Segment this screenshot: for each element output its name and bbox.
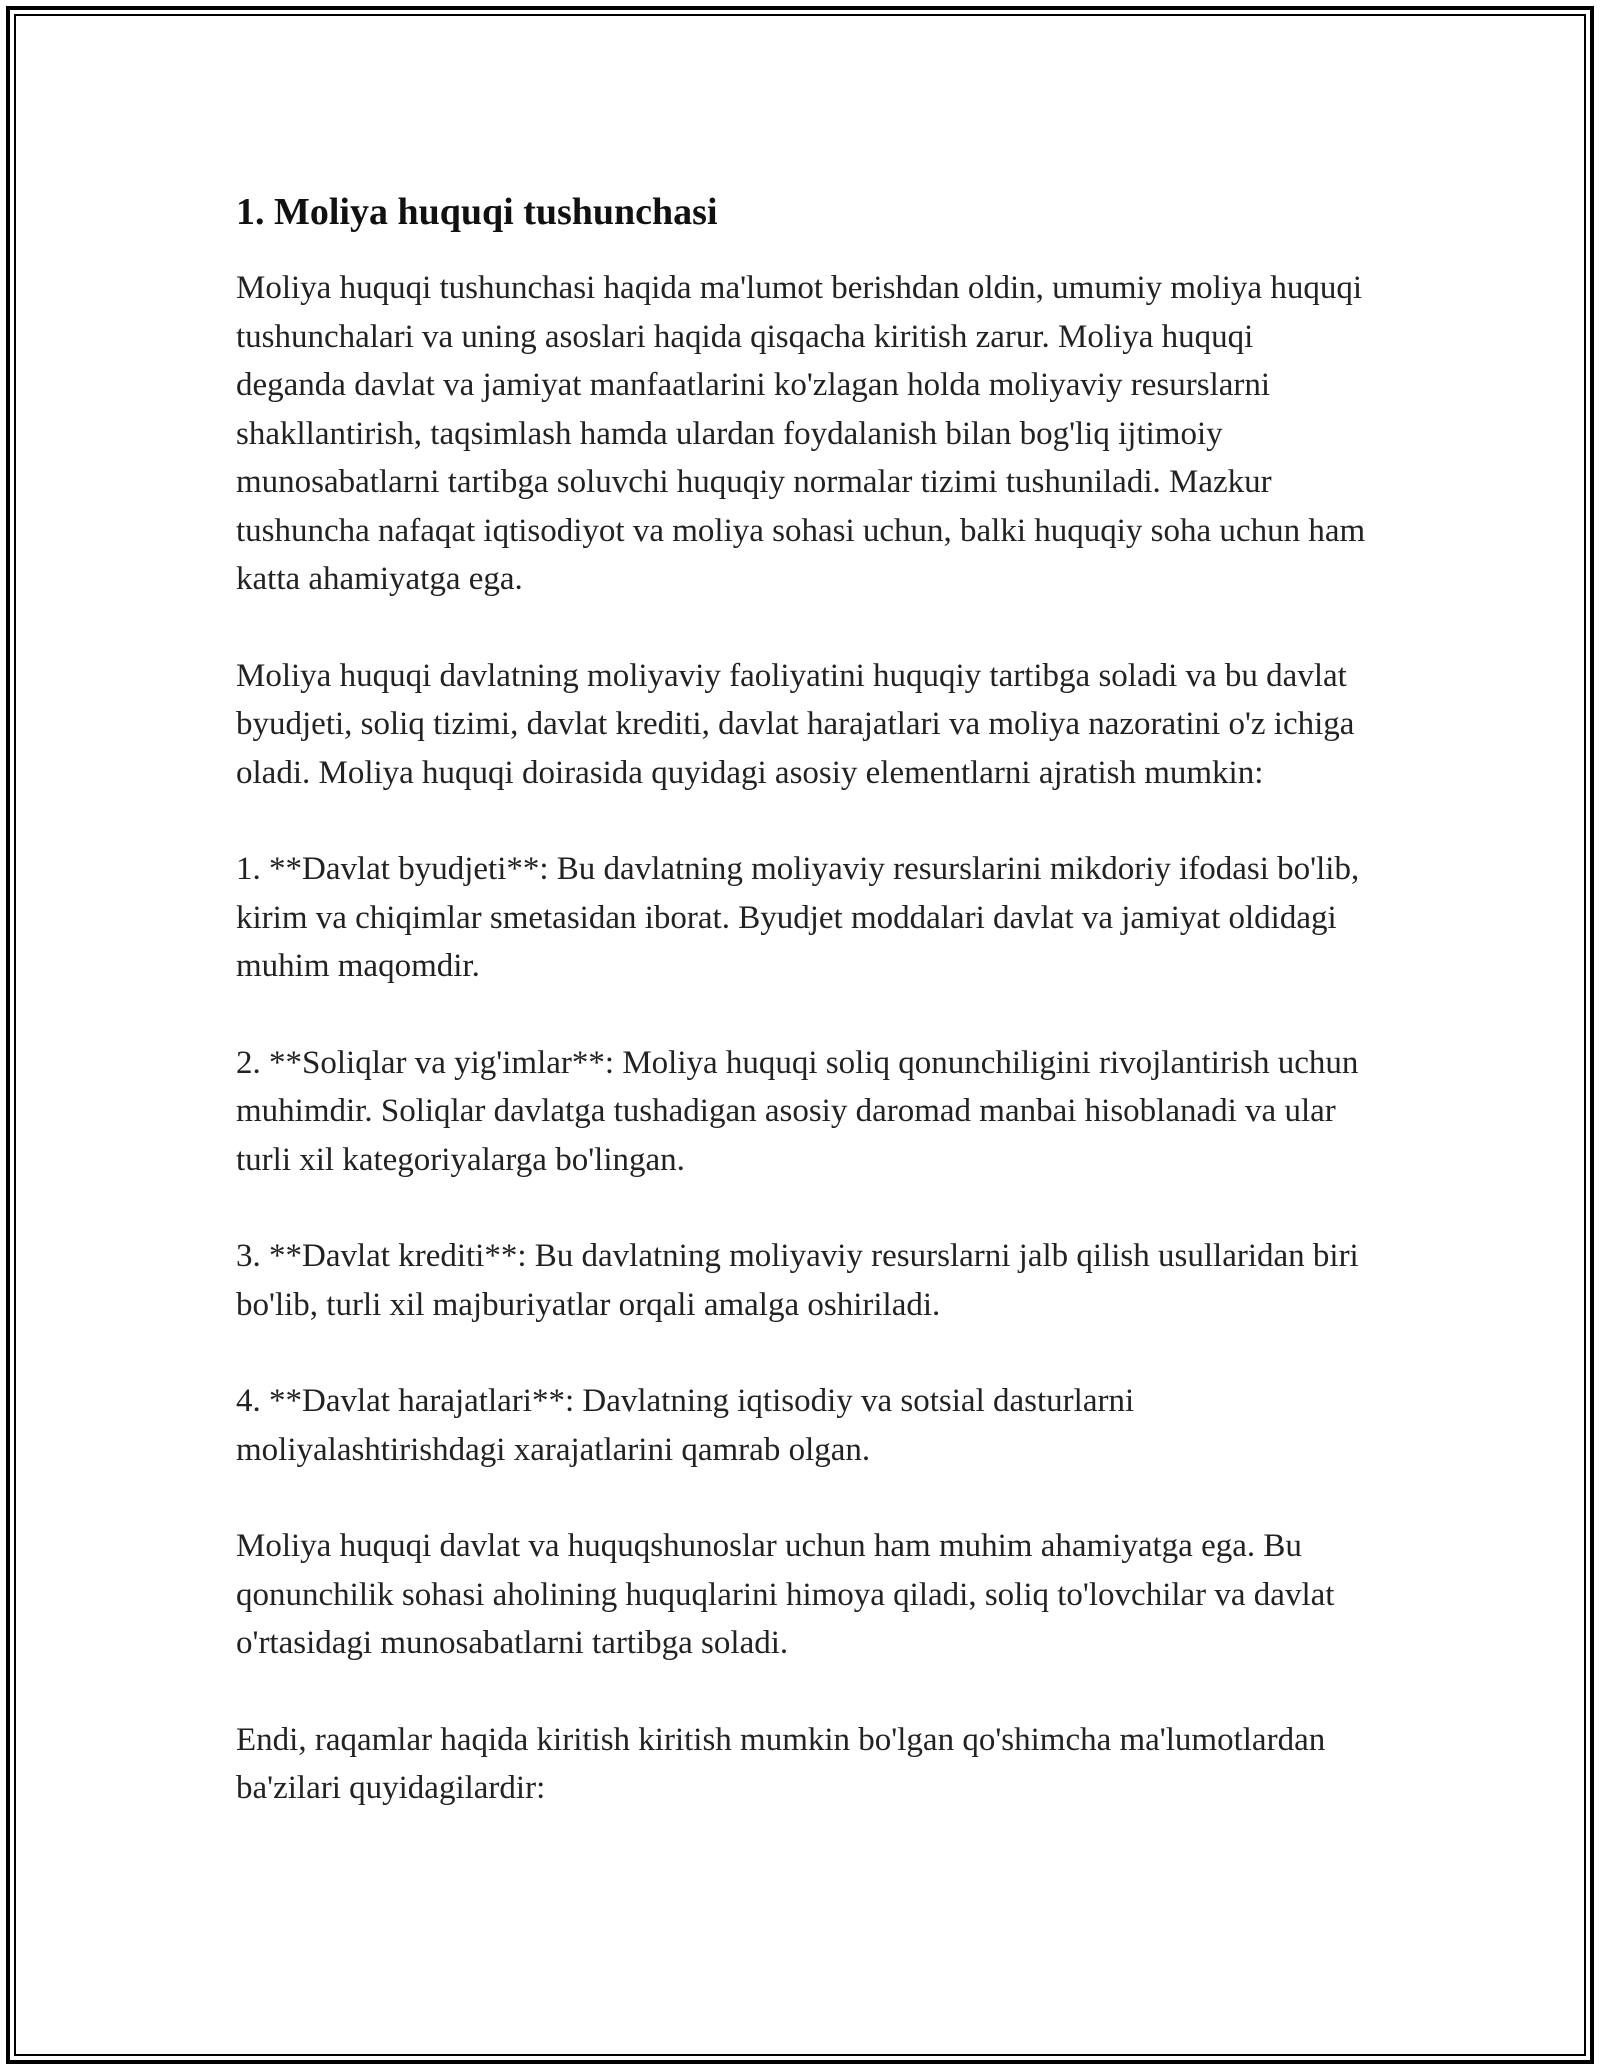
- list-item-state-expenditures: 4. **Davlat harajatlari**: Davlatning iqtisodiy va sotsial dasturlarni moliyalashtirishdagi xarajatlarini qamrab olgan.: [236, 1383, 1135, 1468]
- list-item-taxes-and-fees: 2. **Soliqlar va yig'imlar**: Moliya huquqi soliq qonunchiligini rivojlantirish uchun muhimdir. Soliqlar davlatga tushadigan asosiy daromad manbai hisoblanadi va ular turli xil kategoriyalarga bo'lingan.: [236, 1044, 1359, 1178]
- list-item-state-budget: 1. **Davlat byudjeti**: Bu davlatning moliyaviy resurslarini mikdoriy ifodasi bo'lib, kirim va chiqimlar smetasidan iborat. Byudjet moddalari davlat va jamiyat oldidagi muhim maqomdir.: [236, 851, 1360, 984]
- paragraph-closing: Endi, raqamlar haqida kiritish kiritish mumkin bo'lgan qo'shimcha ma'lumotlardan ba'zilari quyidagilardir:: [236, 1721, 1326, 1806]
- paragraph-intro: Moliya huquqi tushunchasi haqida ma'lumot berishdan oldin, umumiy moliya huquqi tushunchalari va uning asoslari haqida qisqacha kiritish zarur. Moliya huquqi deganda davlat va jamiyat manfaatlarini ko'zlagan holda moliyaviy resurslarni shakllantirish, taqsimlash hamda ulardan foydalanish bilan bog'liq ijtimoiy munosabatlarni tartibga soluvchi huquqiy normalar tizimi tushuniladi. Mazkur tushuncha nafaqat iqtisodiyot va moliya sohasi uchun, balki huquqiy soha uchun ham katta ahamiyatga ega.: [236, 270, 1366, 597]
- document-body: [236, 182, 1366, 1861]
- list-item-state-credit: 3. **Davlat krediti**: Bu davlatning moliyaviy resurslarni jalb qilish usullaridan biri bo'lib, turli xil majburiyatlar orqali amalga oshiriladi.: [236, 1238, 1359, 1323]
- paragraph-scope: Moliya huquqi davlatning moliyaviy faoliyatini huquqiy tartibga soladi va bu davlat byudjeti, soliq tizimi, davlat krediti, davlat harajatlari va moliya nazoratini o'z ichiga oladi. Moliya huquqi doirasida quyidagi asosiy elementlarni ajratish mumkin:: [236, 657, 1355, 791]
- paragraph-importance: Moliya huquqi davlat va huquqshunoslar uchun ham muhim ahamiyatga ega. Bu qonunchilik sohasi aholining huquqlarini himoya qiladi, soliq to'lovchilar va davlat o'rtasidagi munosabatlarni tartibga soladi.: [236, 1528, 1335, 1661]
- document-title: 1. Moliya huquqi tushunchasi: [236, 191, 718, 233]
